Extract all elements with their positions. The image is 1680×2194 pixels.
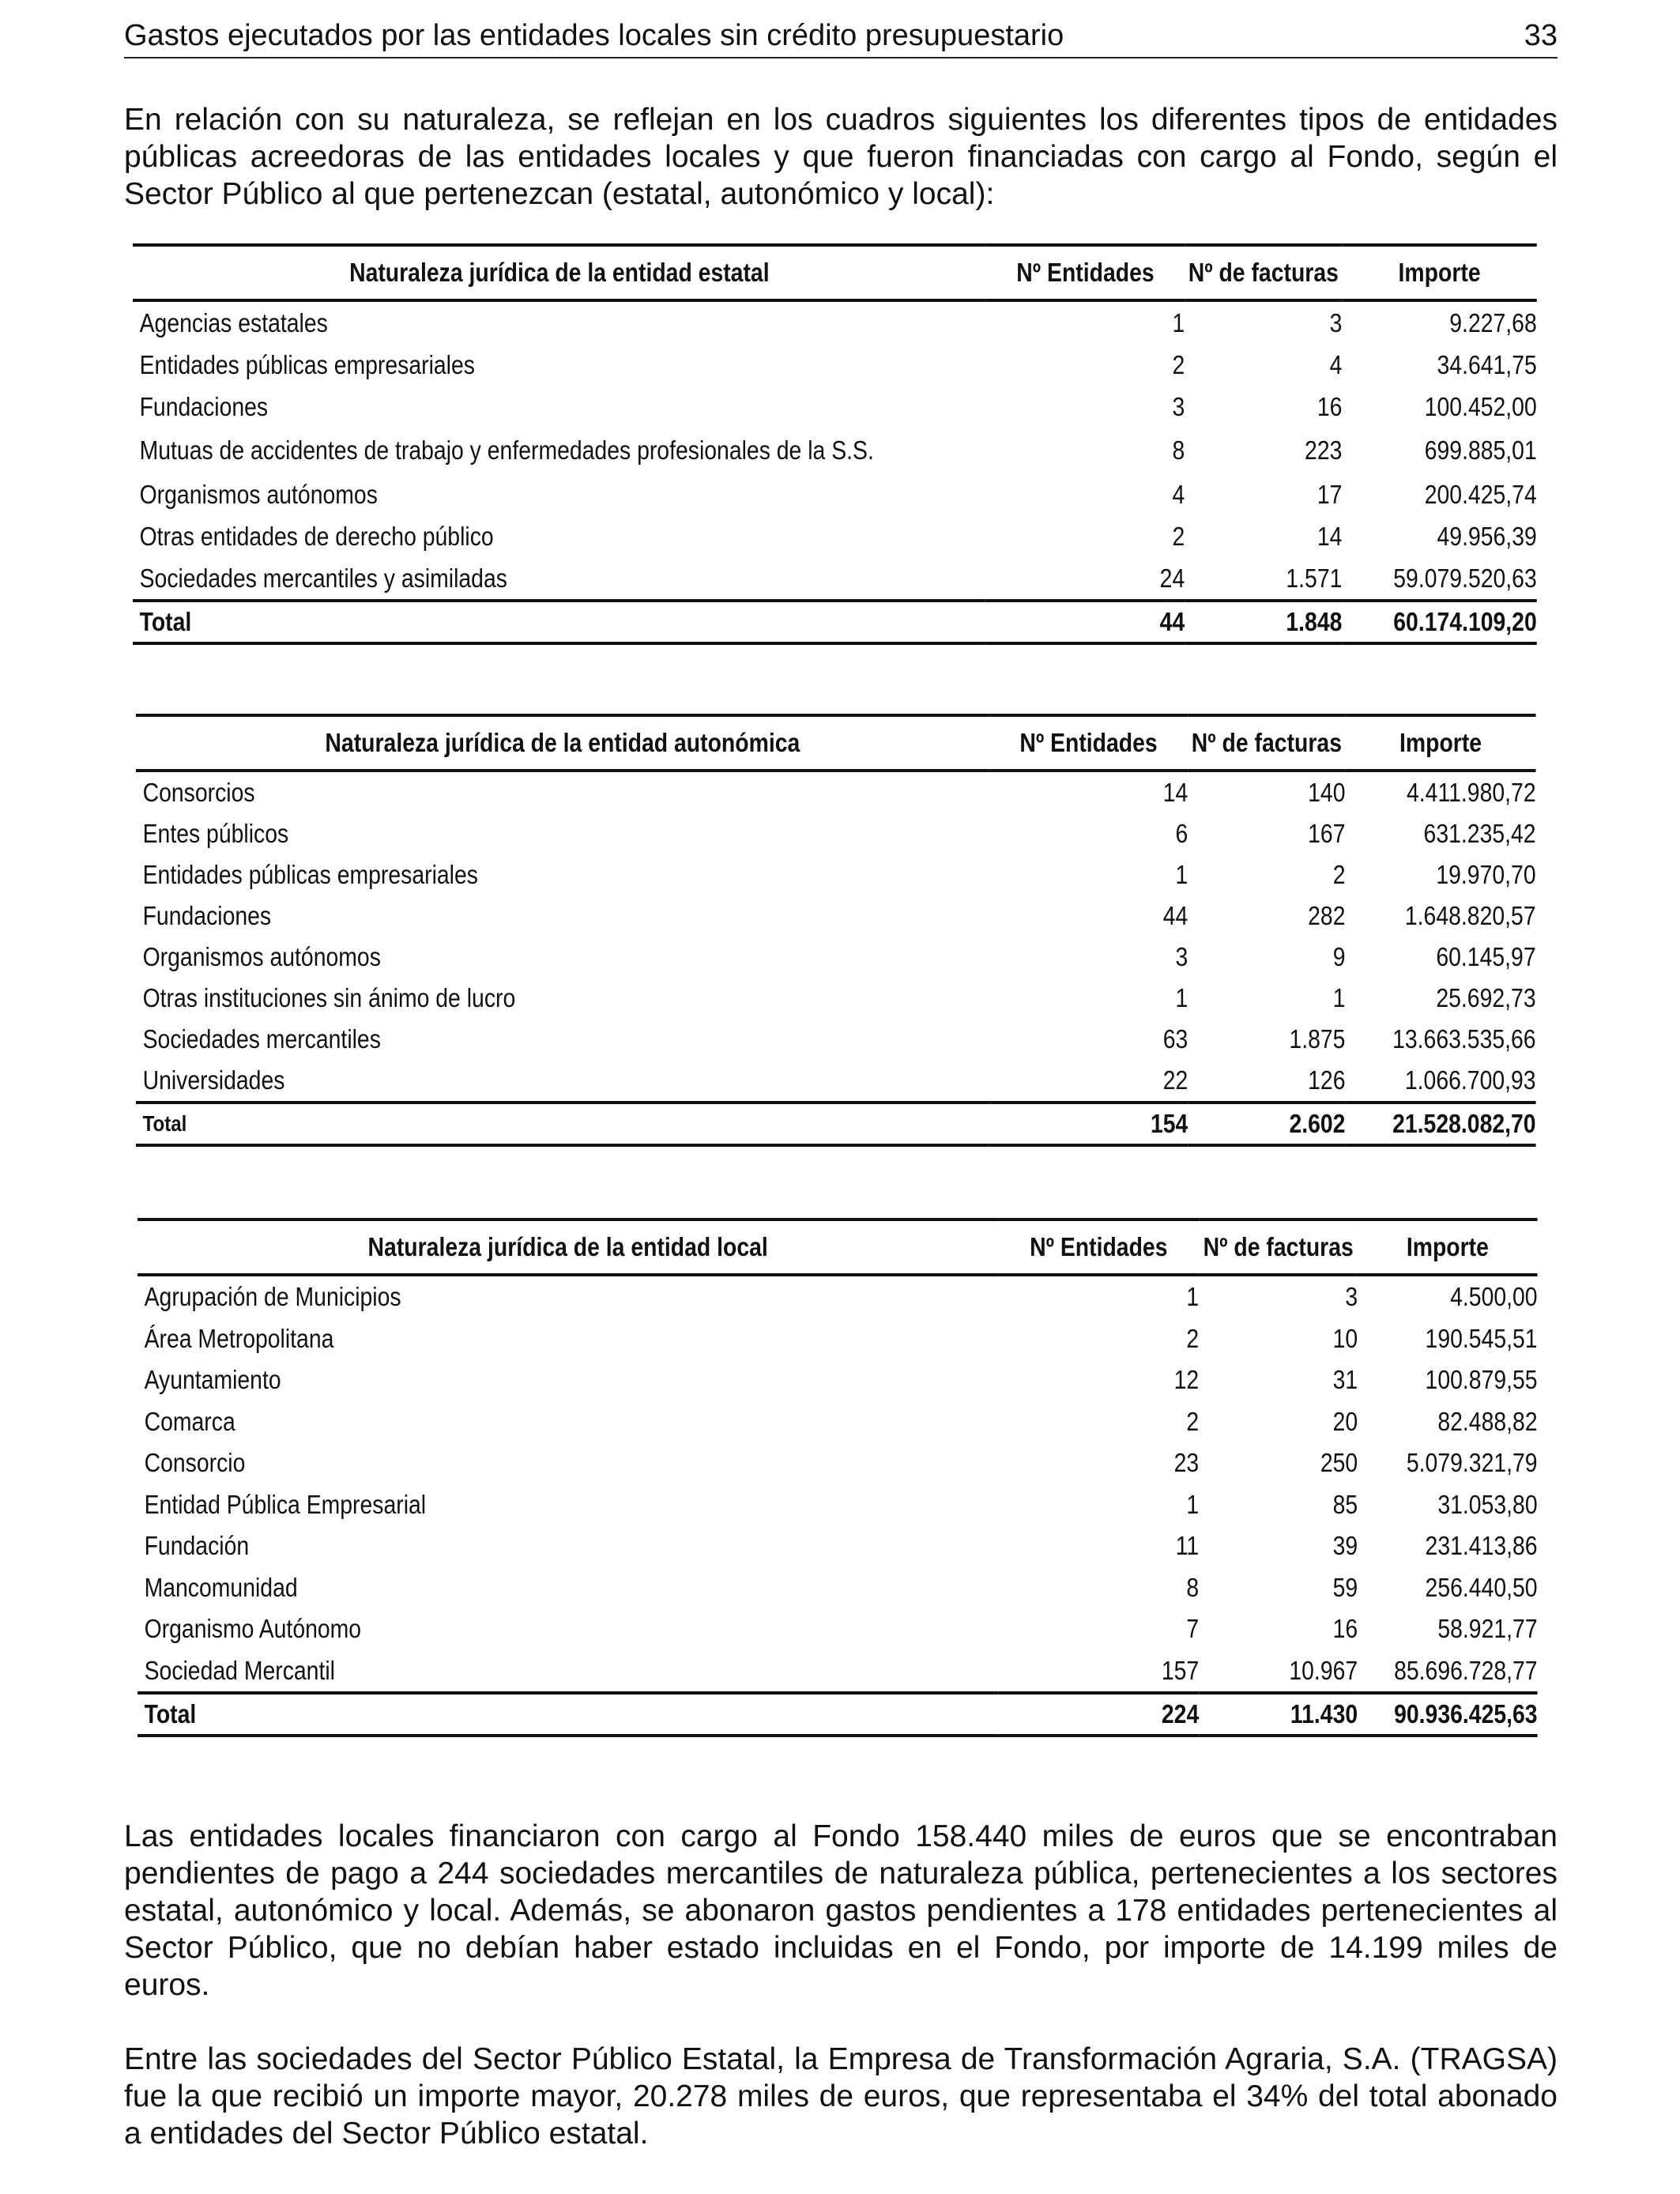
cell-invoices: 14 — [1317, 521, 1343, 551]
cell-total-amount: 90.936.425,63 — [1394, 1699, 1538, 1728]
cell-entities: 1 — [1175, 860, 1188, 889]
cell-nature: Consorcio — [144, 1448, 246, 1478]
table-header-row — [137, 1220, 1538, 1275]
table-row — [136, 895, 1536, 937]
cell-total-label: Total — [142, 1111, 187, 1136]
cell-amount: 60.145,97 — [1436, 942, 1536, 971]
table-local-entities — [137, 1218, 1538, 1737]
cell-entities: 11 — [1175, 1531, 1200, 1561]
cell-nature: Fundación — [144, 1531, 250, 1561]
table-row — [136, 854, 1536, 895]
cell-amount: 100.452,00 — [1424, 391, 1537, 421]
table-row — [137, 1567, 1538, 1609]
table-regional-entities — [136, 714, 1536, 1147]
cell-amount: 34.641,75 — [1437, 349, 1537, 379]
cell-nature: Organismo Autónomo — [144, 1614, 362, 1644]
cell-nature: Fundaciones — [142, 901, 272, 930]
cell-entities: 3 — [1175, 942, 1188, 971]
cell-nature: Otras entidades de derecho público — [139, 521, 494, 551]
cell-entities: 14 — [1162, 778, 1188, 807]
cell-entities: 12 — [1173, 1365, 1200, 1395]
cell-invoices: 10 — [1332, 1323, 1358, 1353]
cell-total-entities: 224 — [1161, 1699, 1200, 1728]
table-row — [133, 428, 1537, 473]
cell-nature: Agrupación de Municipios — [144, 1282, 401, 1312]
col-header-invoices: Nº de facturas — [1188, 258, 1339, 287]
cell-invoices: 4 — [1329, 349, 1343, 379]
cell-total-invoices: 11.430 — [1290, 1699, 1358, 1728]
cell-entities: 44 — [1162, 901, 1188, 930]
cell-nature: Mutuas de accidentes de trabajo y enfermedades profesionales de la S.S. — [139, 435, 874, 465]
table-row — [137, 1442, 1538, 1484]
table-total-row — [133, 601, 1537, 643]
cell-nature: Ayuntamiento — [144, 1365, 281, 1395]
cell-entities: 2 — [1172, 521, 1185, 551]
cell-nature: Comarca — [144, 1406, 235, 1436]
cell-entities: 6 — [1175, 819, 1188, 848]
cell-entities: 24 — [1159, 563, 1185, 593]
cell-nature: Fundaciones — [139, 391, 269, 421]
cell-invoices: 167 — [1308, 819, 1346, 848]
cell-amount: 1.648.820,57 — [1404, 901, 1536, 930]
cell-invoices: 20 — [1332, 1406, 1358, 1436]
cell-entities: 22 — [1162, 1065, 1188, 1095]
cell-invoices: 3 — [1329, 307, 1343, 337]
cell-nature: Entidades públicas empresariales — [142, 860, 478, 889]
col-header-nature: Naturaleza jurídica de la entidad estatal — [349, 258, 770, 287]
table-total-row — [137, 1693, 1538, 1736]
cell-entities: 23 — [1173, 1448, 1200, 1478]
table-state-entities — [133, 243, 1537, 645]
cell-nature: Universidades — [142, 1065, 285, 1095]
cell-amount: 4.411.980,72 — [1406, 778, 1536, 807]
cell-invoices: 39 — [1332, 1531, 1358, 1561]
col-header-invoices: Nº de facturas — [1203, 1232, 1354, 1261]
cell-amount: 82.488,82 — [1437, 1406, 1538, 1436]
cell-invoices: 282 — [1308, 901, 1346, 930]
cell-entities: 1 — [1172, 307, 1185, 337]
cell-invoices: 2 — [1332, 860, 1346, 889]
cell-nature: Agencias estatales — [139, 307, 328, 337]
body-paragraph-3: Entre las sociedades del Sector Público Estatal, la Empresa de Transformación Agraria, S.A. (TRAGSA) fue la que recibió un importe mayor, 20.278 miles de euros, que representaba el 34% del total abonado a entidades del Sector Público estatal. — [124, 2042, 1558, 2151]
table-row — [137, 1401, 1538, 1443]
cell-nature: Organismos autónomos — [139, 479, 378, 509]
cell-nature: Consorcios — [142, 778, 255, 807]
cell-total-label: Total — [144, 1699, 197, 1728]
table-row — [137, 1359, 1538, 1401]
table-header-row — [136, 715, 1536, 771]
cell-entities: 3 — [1172, 391, 1185, 421]
body-paragraph-2: Las entidades locales financiaron con cargo al Fondo 158.440 miles de euros que se encontraban pendientes de pago a 244 sociedades mercantiles de naturaleza pública, pertenecientes a los sectores estatal, autonómico y local. Además, se abonaron gastos pendientes a 178 entidades pertenecientes al Sector Público, que no debían haber estado incluidas en el Fondo, por importe de 14.199 miles de euros. — [124, 1819, 1558, 2002]
table-row — [136, 813, 1536, 854]
cell-amount: 200.425,74 — [1424, 479, 1537, 509]
table-row — [137, 1608, 1538, 1650]
cell-invoices: 85 — [1332, 1489, 1358, 1519]
cell-invoices: 250 — [1320, 1448, 1358, 1478]
col-header-amount: Importe — [1398, 258, 1481, 287]
cell-entities: 4 — [1172, 479, 1185, 509]
cell-nature: Entidad Pública Empresarial — [144, 1489, 427, 1519]
table-row — [133, 344, 1537, 386]
table-row — [133, 300, 1537, 344]
col-header-amount: Importe — [1399, 728, 1482, 757]
cell-nature: Otras instituciones sin ánimo de lucro — [142, 983, 516, 1012]
col-header-amount: Importe — [1406, 1232, 1489, 1261]
cell-amount: 31.053,80 — [1437, 1489, 1538, 1519]
cell-amount: 19.970,70 — [1436, 860, 1536, 889]
cell-amount: 190.545,51 — [1425, 1323, 1538, 1353]
header-title: Gastos ejecutados por las entidades locales sin crédito presupuestario — [124, 19, 1064, 52]
intro-paragraph: En relación con su naturaleza, se reflejan en los cuadros siguientes los diferentes tipos de entidades públicas acreedoras de las entidades locales y que fueron financiadas con cargo al Fondo, según el Sector Público al que pertenezcan (estatal, autonómico y local): — [124, 103, 1558, 211]
table-row — [136, 771, 1536, 813]
cell-invoices: 16 — [1332, 1614, 1358, 1644]
table-row — [136, 1060, 1536, 1103]
cell-nature: Sociedades mercantiles y asimiladas — [139, 563, 507, 593]
table-row — [133, 557, 1537, 601]
table-header-row — [133, 245, 1537, 300]
col-header-entities: Nº Entidades — [1016, 258, 1155, 287]
cell-amount: 1.066.700,93 — [1404, 1065, 1536, 1095]
col-header-nature: Naturaleza jurídica de la entidad local — [367, 1232, 768, 1261]
cell-nature: Área Metropolitana — [144, 1323, 334, 1353]
cell-amount: 13.663.535,66 — [1392, 1024, 1536, 1054]
cell-total-amount: 21.528.082,70 — [1392, 1109, 1536, 1138]
cell-invoices: 10.967 — [1289, 1655, 1358, 1685]
cell-amount: 25.692,73 — [1436, 983, 1536, 1012]
table-row — [137, 1650, 1538, 1694]
cell-entities: 8 — [1186, 1572, 1200, 1602]
cell-nature: Organismos autónomos — [142, 942, 381, 971]
table-row — [137, 1525, 1538, 1567]
cell-invoices: 3 — [1345, 1282, 1358, 1312]
cell-amount: 58.921,77 — [1437, 1614, 1538, 1644]
cell-invoices: 16 — [1317, 391, 1343, 421]
table-row — [133, 515, 1537, 557]
cell-entities: 1 — [1175, 983, 1188, 1012]
page-number: 33 — [1524, 19, 1558, 52]
cell-invoices: 31 — [1332, 1365, 1358, 1395]
cell-invoices: 1.875 — [1289, 1024, 1346, 1054]
cell-nature: Entidades públicas empresariales — [139, 349, 475, 379]
table-total-row — [136, 1103, 1536, 1145]
cell-entities: 63 — [1162, 1024, 1188, 1054]
cell-amount: 59.079.520,63 — [1393, 563, 1537, 593]
cell-amount: 631.235,42 — [1423, 819, 1536, 848]
cell-invoices: 140 — [1308, 778, 1346, 807]
col-header-nature: Naturaleza jurídica de la entidad autonómica — [325, 728, 800, 757]
cell-nature: Sociedad Mercantil — [144, 1655, 335, 1685]
cell-nature: Entes públicos — [142, 819, 289, 848]
cell-entities: 1 — [1186, 1282, 1200, 1312]
table-row — [136, 937, 1536, 978]
cell-entities: 2 — [1186, 1323, 1200, 1353]
table-row — [136, 1019, 1536, 1060]
col-header-entities: Nº Entidades — [1019, 728, 1158, 757]
cell-total-invoices: 2.602 — [1289, 1109, 1346, 1138]
cell-total-entities: 154 — [1150, 1109, 1188, 1138]
cell-total-entities: 44 — [1159, 607, 1185, 636]
table-row — [137, 1275, 1538, 1318]
cell-nature: Mancomunidad — [144, 1572, 298, 1602]
cell-invoices: 126 — [1308, 1065, 1346, 1095]
cell-amount: 699.885,01 — [1424, 435, 1537, 465]
cell-invoices: 59 — [1332, 1572, 1358, 1602]
cell-invoices: 223 — [1305, 435, 1343, 465]
cell-invoices: 17 — [1317, 479, 1343, 509]
cell-invoices: 1 — [1332, 983, 1346, 1012]
cell-amount: 256.440,50 — [1425, 1572, 1538, 1602]
table-row — [133, 386, 1537, 428]
cell-entities: 7 — [1186, 1614, 1200, 1644]
cell-invoices: 1.571 — [1286, 563, 1343, 593]
table-row — [133, 473, 1537, 515]
cell-entities: 8 — [1172, 435, 1185, 465]
cell-entities: 1 — [1186, 1489, 1200, 1519]
cell-amount: 85.696.728,77 — [1394, 1655, 1538, 1685]
cell-amount: 49.956,39 — [1437, 521, 1537, 551]
cell-total-label: Total — [139, 607, 192, 636]
col-header-invoices: Nº de facturas — [1191, 728, 1342, 757]
cell-amount: 5.079.321,79 — [1406, 1448, 1538, 1478]
running-header — [124, 16, 1558, 58]
cell-total-amount: 60.174.109,20 — [1393, 607, 1537, 636]
cell-amount: 231.413,86 — [1425, 1531, 1538, 1561]
table-row — [136, 978, 1536, 1019]
table-row — [137, 1484, 1538, 1526]
cell-amount: 4.500,00 — [1450, 1282, 1538, 1312]
cell-entities: 2 — [1186, 1406, 1200, 1436]
cell-invoices: 9 — [1332, 942, 1346, 971]
cell-amount: 100.879,55 — [1425, 1365, 1538, 1395]
cell-total-invoices: 1.848 — [1286, 607, 1343, 636]
col-header-entities: Nº Entidades — [1030, 1232, 1168, 1261]
cell-entities: 2 — [1172, 349, 1185, 379]
cell-amount: 9.227,68 — [1449, 307, 1537, 337]
cell-nature: Sociedades mercantiles — [142, 1024, 381, 1054]
cell-entities: 157 — [1161, 1655, 1200, 1685]
table-row — [137, 1318, 1538, 1360]
